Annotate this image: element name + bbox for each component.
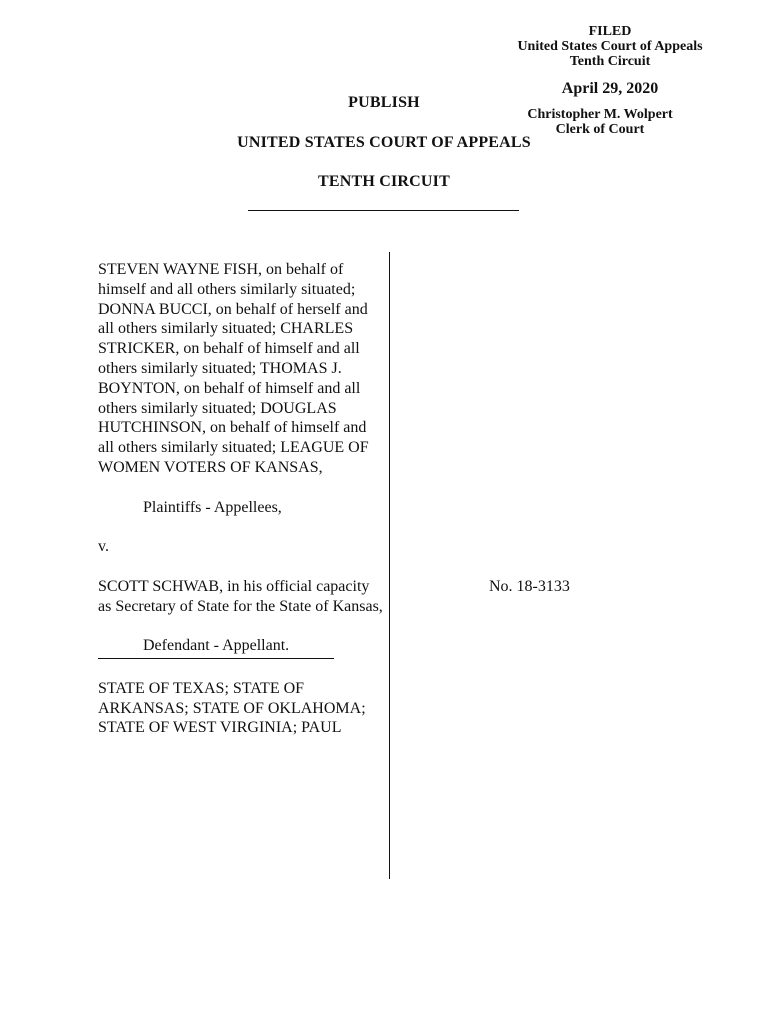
versus: v.: [98, 538, 109, 556]
defendant-text: SCOTT SCHWAB, in his official capacity as Secretary of State for the State of Kansas,: [98, 577, 383, 615]
clerk-title: Clerk of Court: [555, 122, 645, 137]
case-number: No. 18-3133: [489, 578, 570, 595]
amici-text: STATE OF TEXAS; STATE OF ARKANSAS; STATE OF OKLAHOMA; STATE OF WEST VIRGINIA; PAUL: [98, 679, 366, 737]
caption-vertical-rule: [389, 252, 390, 879]
circuit-heading: TENTH CIRCUIT: [318, 173, 450, 190]
publish-heading: PUBLISH: [348, 94, 420, 111]
header-rule: [248, 210, 519, 211]
filed-label: FILED: [588, 24, 632, 39]
filed-stamp: [500, 24, 720, 137]
court-heading: UNITED STATES COURT OF APPEALS: [237, 134, 531, 151]
case-caption: [98, 260, 383, 738]
filed-date: April 29, 2020: [561, 80, 659, 97]
plaintiffs-text: STEVEN WAYNE FISH, on behalf of himself and all others similarly situated; DONNA BUCCI, on behalf of herself and all others similarly situated; CHARLES STRICKER, on behalf of himself and all others similarly situated; THOMAS J. BOYNTON, on behalf of himself and all others similarly situated; DOUGLAS HUTCHINSON, on behalf of himself and all others similarly situated; LEAGUE OF WOMEN VOTERS OF KANSAS,: [98, 261, 369, 476]
caption-divider: [98, 658, 334, 659]
stamp-court: United States Court of Appeals: [517, 39, 703, 54]
stamp-circuit: Tenth Circuit: [569, 54, 651, 69]
clerk-name: Christopher M. Wolpert: [527, 107, 673, 122]
plaintiffs-role: Plaintiffs - Appellees,: [143, 498, 282, 516]
defendant-role: Defendant - Appellant.: [143, 637, 290, 655]
